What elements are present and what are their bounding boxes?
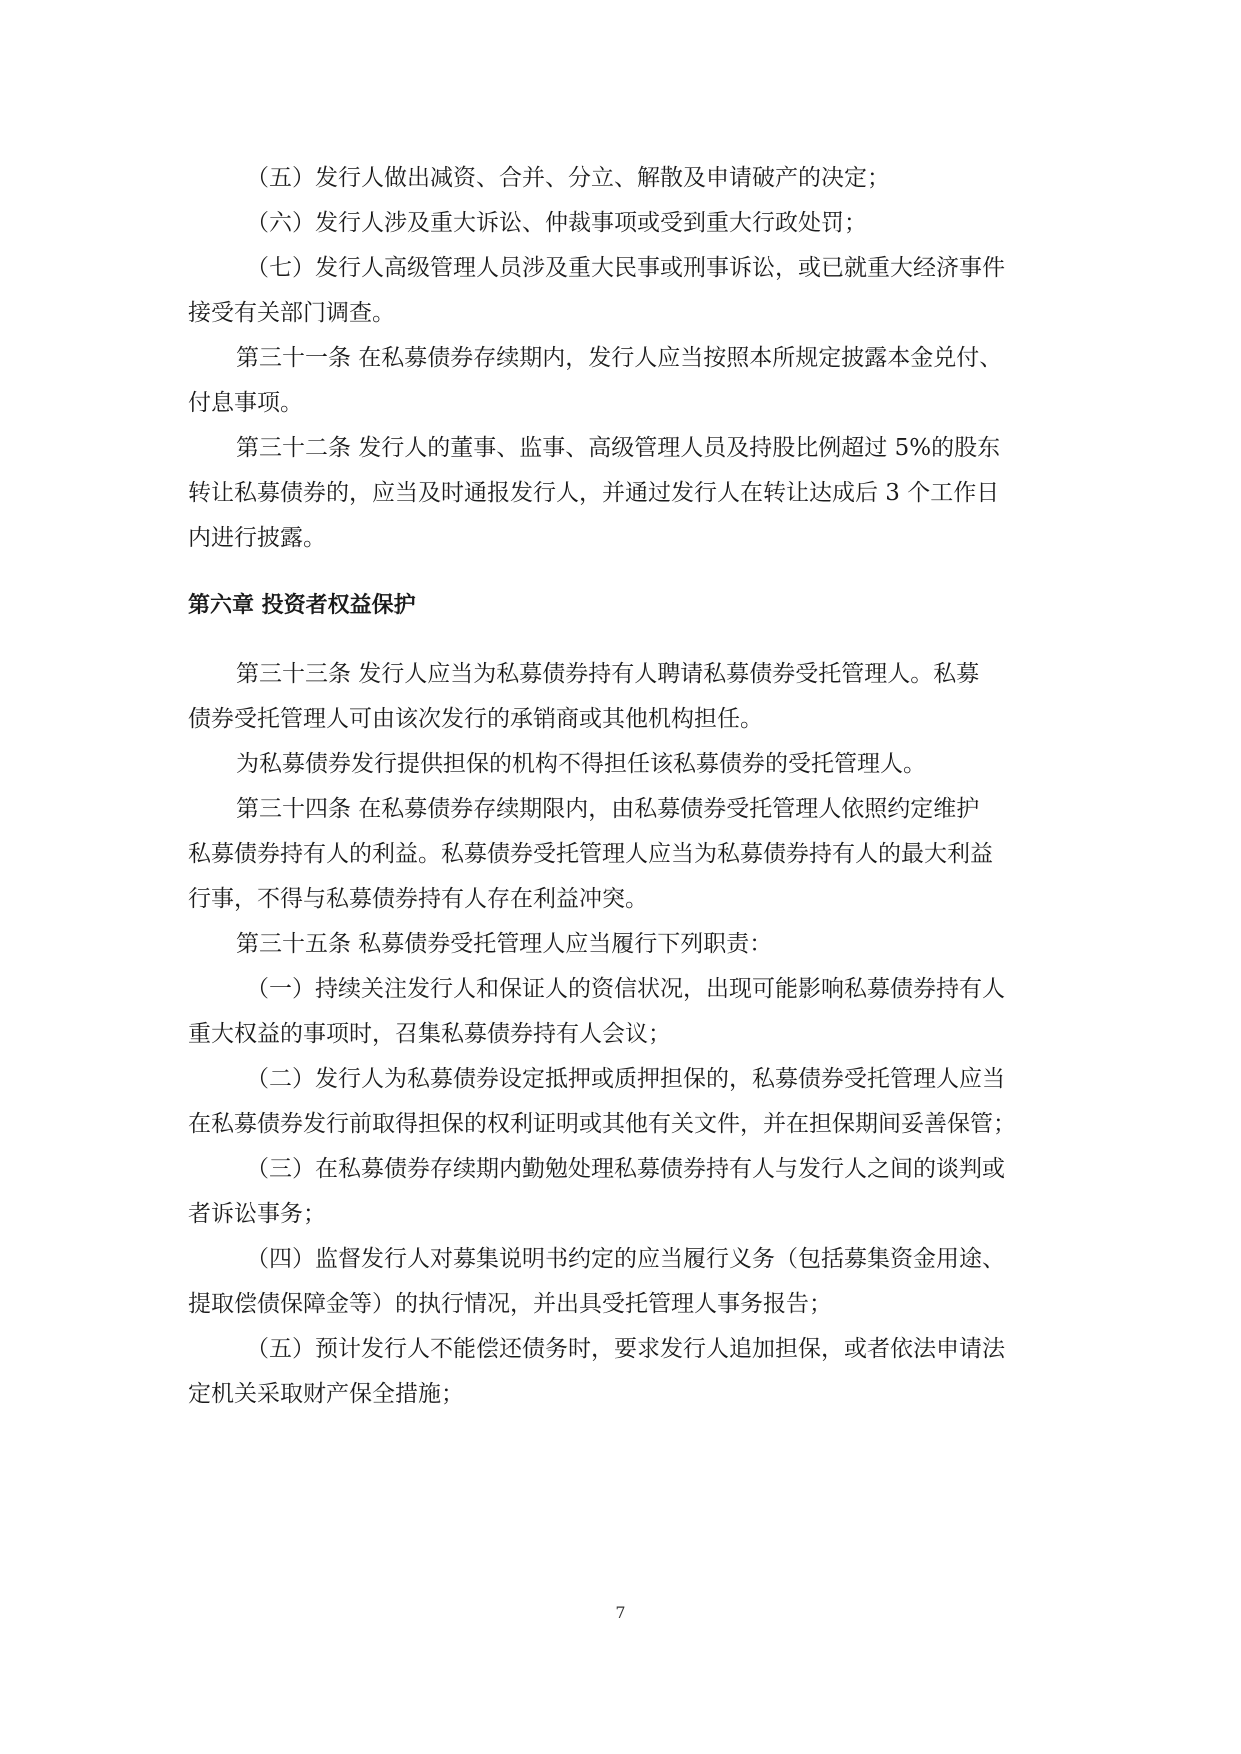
duty-item-1: （一）持续关注发行人和保证人的资信状况，出现可能影响私募债券持有人 重大权益的事项时，召集私募债券持有人会议； [188,976,1005,1047]
page-content [188,156,1058,1417]
article-33-paragraph-2: 为私募债券发行提供担保的机构不得担任该私募债券的受托管理人。 [236,751,926,777]
chapter-heading: 第六章 投资者权益保护 [188,593,416,618]
article-35: 第三十五条 私募债券受托管理人应当履行下列职责： [236,931,773,957]
duty-item-5: （五）预计发行人不能偿还债务时，要求发行人追加担保，或者依法申请法 定机关采取财产保全措施； [188,1336,1005,1407]
duty-item-2: （二）发行人为私募债券设定抵押或质押担保的，私募债券受托管理人应当 在私募债券发行前取得担保的权利证明或其他有关文件，并在担保期间妥善保管； [188,1066,1016,1137]
article-32: 第三十二条 发行人的董事、监事、高级管理人员及持股比例超过 5%的股东 转让私募债券的，应当及时通报发行人，并通过发行人在转让达成后 3 个工作日 内进行披露。 [188,435,1001,551]
clause-item-7: （七）发行人高级管理人员涉及重大民事或刑事诉讼，或已就重大经济事件 接受有关部门调查。 [188,255,1005,326]
page-number: 7 [615,1603,626,1622]
duty-item-3: （三）在私募债券存续期内勤勉处理私募债券持有人与发行人之间的谈判或 者诉讼事务； [188,1156,1005,1227]
clause-item-6: （六）发行人涉及重大诉讼、仲裁事项或受到重大行政处罚； [246,210,867,236]
article-33: 第三十三条 发行人应当为私募债券持有人聘请私募债券受托管理人。私募 债券受托管理人可由该次发行的承销商或其他机构担任。 [188,661,980,732]
clause-item-5: （五）发行人做出减资、合并、分立、解散及申请破产的决定； [246,165,890,191]
duty-item-4: （四）监督发行人对募集说明书约定的应当履行义务（包括募集资金用途、 提取偿债保障金等）的执行情况，并出具受托管理人事务报告； [188,1246,1005,1317]
article-34: 第三十四条 在私募债券存续期限内，由私募债券受托管理人依照约定维护 私募债券持有人的利益。私募债券受托管理人应当为私募债券持有人的最大利益 行事，不得与私募债券持有人存在利益冲突。 [188,796,993,912]
article-31: 第三十一条 在私募债券存续期内，发行人应当按照本所规定披露本金兑付、 付息事项。 [188,345,1003,416]
